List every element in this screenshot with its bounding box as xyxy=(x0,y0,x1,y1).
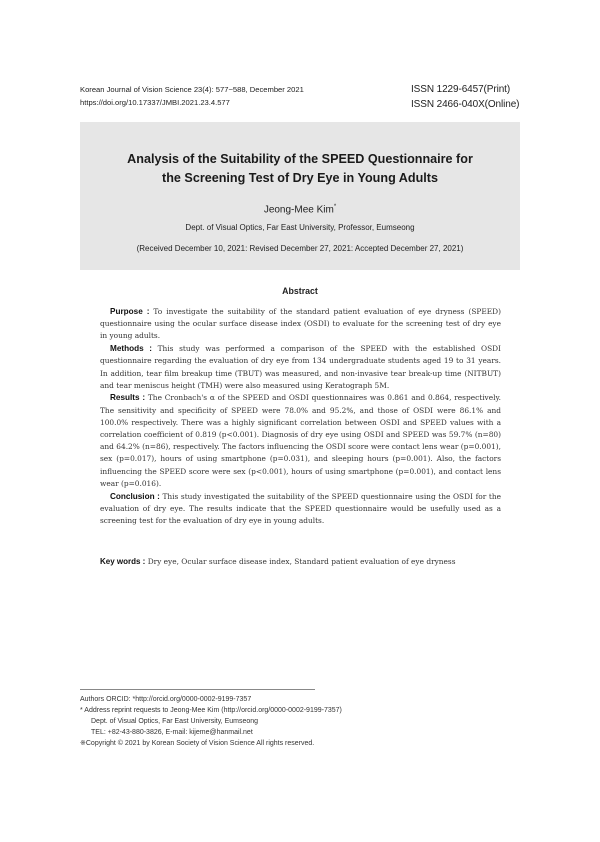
author-name-text: Jeong-Mee Kim xyxy=(263,204,334,216)
results-label: Results : xyxy=(110,393,146,403)
keywords xyxy=(100,557,520,566)
keywords-text: Dry eye, Ocular surface disease index, Standard patient evaluation of eye dryness xyxy=(145,557,456,566)
abstract-methods xyxy=(100,343,501,392)
keywords-label: Key words : xyxy=(100,557,146,566)
title-line-2: the Screening Test of Dry Eye in Young Adults xyxy=(162,171,438,185)
results-text: The Cronbach's α of the SPEED and OSDI questionnaires was 0.861 and 0.864, respectively. The sensitivity and specificity of SPEED were 78.0% and 95.2%, and those of OSDI were 86.1% and 100.0% respectively. There was a highly significant correlation between OSDI and SPEED values with a correlation coefficient of 0.819 (p<0.001). Diagnosis of dry eye using OSDI and SPEED was 59.7% (n=80) and 64.2% (n=86), respectively. The factors influencing the OSDI score were contact lens wear (p=0.001), sex (p=0.017), hours of using smartphone (p=0.031), and sleeping hours (p=0.001). Also, the factors influencing the SPEED score were sex (p<0.001), hours of using smartphone (p=0.001), and contact lens wear (p=0.016). xyxy=(100,393,502,488)
author-affiliation: Dept. of Visual Optics, Far East University, Professor, Eumseong xyxy=(185,223,415,232)
abstract-body xyxy=(100,306,501,527)
footnote-divider xyxy=(80,689,315,690)
issn-block xyxy=(411,82,519,112)
author-name xyxy=(80,204,520,215)
title-box xyxy=(80,122,520,270)
journal-info xyxy=(80,83,304,109)
footnote-copyright: ※Copyright © 2021 by Korean Society of Vision Science All rights reserved. xyxy=(80,739,315,747)
methods-label: Methods : xyxy=(110,344,152,354)
conclusion-label: Conclusion : xyxy=(110,491,160,501)
abstract-results xyxy=(100,392,501,490)
methods-text: This study was performed a comparison of the SPEED with the established OSDI questionnaire regarding the evaluation of dry eye from 134 undergraduate students aged 19 to 31 years. In addition, tear film breakup time (TBUT) was measured, and non-invasive tear break-up time (NITBUT) and tear meniscus height (TMH) were also measured using Keratograph 5M. xyxy=(100,344,501,390)
doi-link[interactable]: https://doi.org/10.17337/JMBI.2021.23.4.577 xyxy=(80,98,230,107)
title-line-1: Analysis of the Suitability of the SPEED Questionnaire for xyxy=(127,152,473,166)
journal-citation: Korean Journal of Vision Science 23(4): 577~588, December 2021 xyxy=(80,85,304,94)
abstract-conclusion xyxy=(100,491,501,528)
received-dates: (Received December 10, 2021: Revised December 27, 2021: Accepted December 27, 2021) xyxy=(136,244,464,253)
footnotes xyxy=(80,695,342,750)
footnote-reprint: * Address reprint requests to Jeong-Mee Kim (http://orcid.org/0000-0002-9199-7357) xyxy=(80,706,342,714)
purpose-text: To investigate the suitability of the standard patient evaluation of eye dryness (SPEED) questionnaire using the ocular surface disease index (OSDI) to evaluate for the screening test of dry eye in young adults. xyxy=(100,307,501,341)
footnote-dept: Dept. of Visual Optics, Far East University, Eumseong xyxy=(91,717,259,725)
issn-print: ISSN 1229-6457(Print) xyxy=(411,84,511,95)
footnote-orcid: Authors ORCID: *http://orcid.org/0000-0002-9199-7357 xyxy=(80,696,252,703)
conclusion-text: This study investigated the suitability of the SPEED questionnaire using the OSDI for the evaluation of dry eye. The results indicate that the SPEED questionnaire would be usefully used as a screening test for the evaluation of dry eye in young adults. xyxy=(100,491,502,525)
article-title xyxy=(80,150,520,188)
abstract-purpose xyxy=(100,306,501,343)
issn-online: ISSN 2466-040X(Online) xyxy=(411,99,520,110)
purpose-label: Purpose : xyxy=(110,307,150,316)
abstract-heading: Abstract xyxy=(282,286,318,296)
author-mark: * xyxy=(333,204,337,210)
footnote-contact: TEL: +82-43-880-3826, E-mail: kijeme@hanmail.net xyxy=(91,728,253,736)
